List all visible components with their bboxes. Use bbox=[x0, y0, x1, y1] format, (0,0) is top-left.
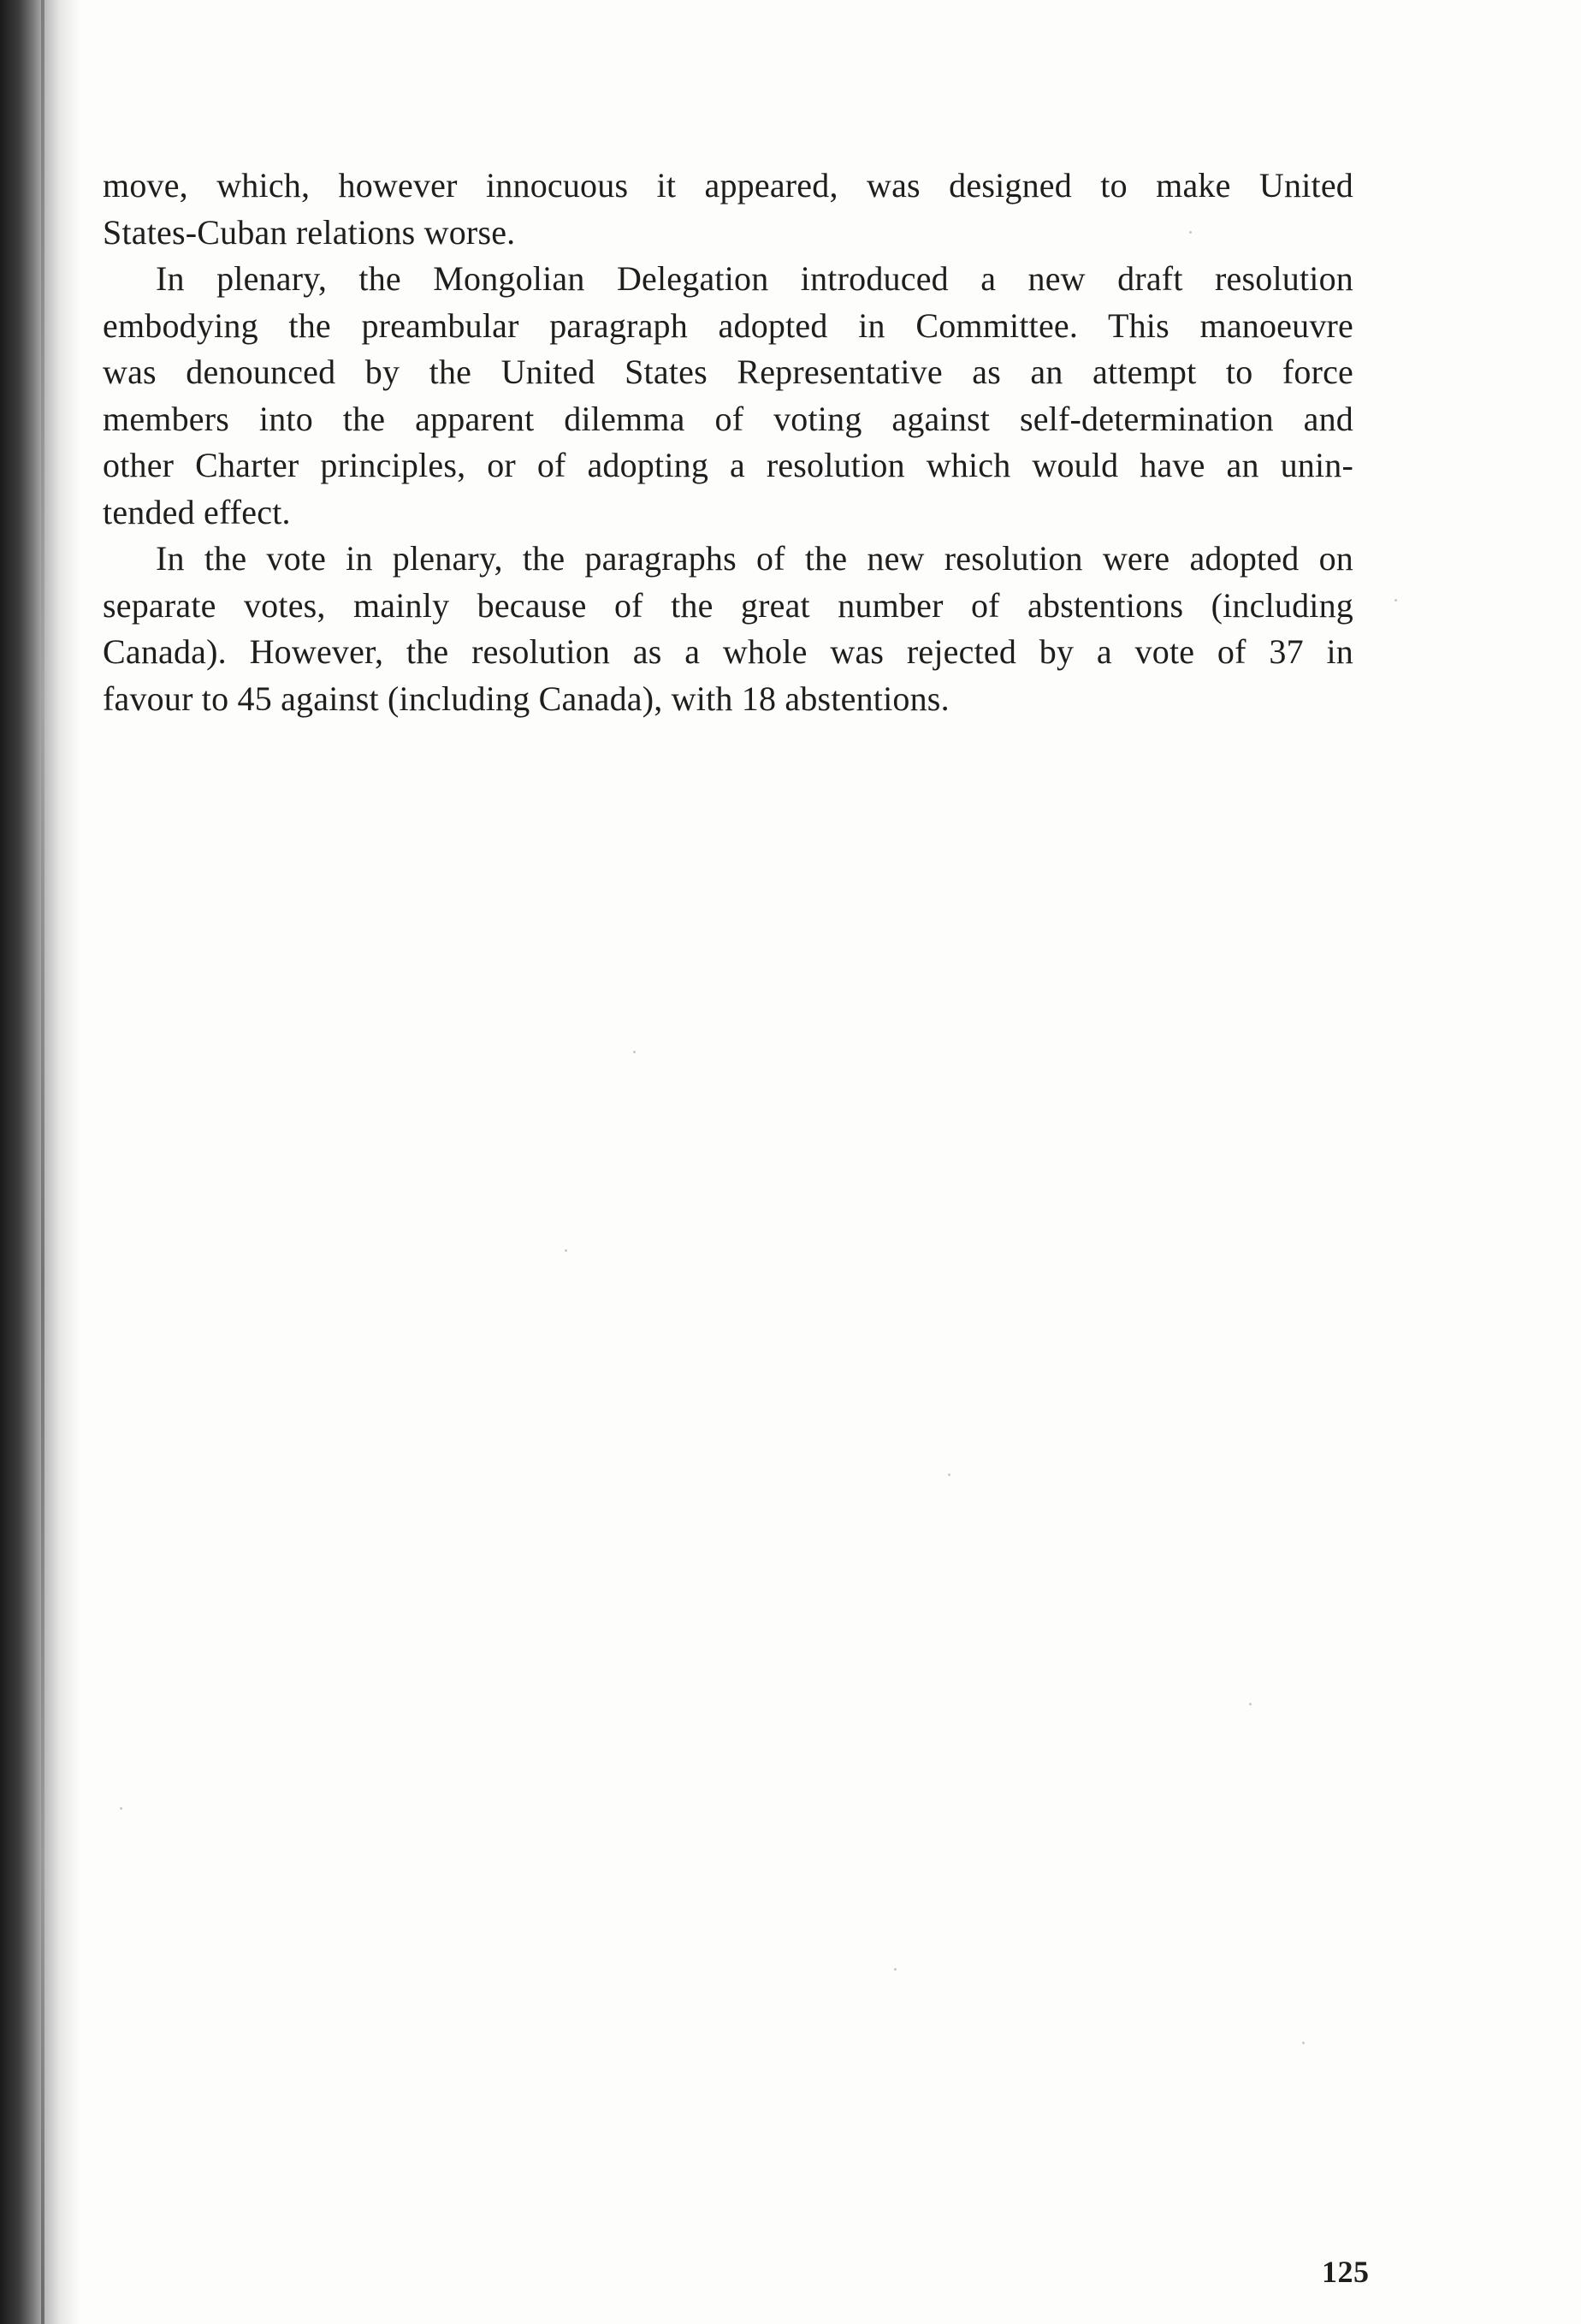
scan-speck bbox=[1249, 1703, 1252, 1705]
text-line: favour to 45 against (including Canada), with 18 abstentions. bbox=[103, 679, 950, 718]
text-line: other Charter principles, or of adopting a resolution which would have an unin- bbox=[103, 446, 1353, 484]
text-line: was denounced by the United States Representative as an attempt to force bbox=[103, 353, 1353, 391]
scan-speck bbox=[894, 1968, 897, 1971]
scan-speck bbox=[1394, 599, 1397, 602]
scan-speck bbox=[1302, 2042, 1305, 2044]
text-line: Canada). However, the resolution as a whole was rejected by a vote of 37 in bbox=[103, 632, 1353, 671]
scan-speck bbox=[1189, 231, 1192, 234]
text-line: In plenary, the Mongolian Delegation introduced a new draft resolution bbox=[156, 259, 1353, 298]
text-line: embodying the preambular paragraph adopted in Committee. This manoeuvre bbox=[103, 305, 1353, 345]
page-number: 125 bbox=[1322, 2255, 1370, 2289]
text-line: separate votes, mainly because of the great number of abstentions (including bbox=[103, 585, 1353, 625]
scan-speck bbox=[633, 1051, 636, 1053]
text-line: In the vote in plenary, the paragraphs of the new resolution were adopted on bbox=[156, 539, 1353, 578]
body-text bbox=[103, 163, 1353, 722]
text-line: tended effect. bbox=[103, 492, 291, 531]
page-binding-edge bbox=[0, 0, 79, 2324]
binding-shadow bbox=[41, 0, 44, 2324]
text-line: members into the apparent dilemma of voting against self-determination and bbox=[103, 399, 1353, 438]
text-line: States-Cuban relations worse. bbox=[103, 212, 516, 252]
scan-speck bbox=[120, 1807, 122, 1810]
scan-speck bbox=[565, 1249, 567, 1252]
text-line: move, which, however innocuous it appeared, was designed to make United bbox=[103, 166, 1353, 205]
scan-speck bbox=[948, 1473, 950, 1476]
